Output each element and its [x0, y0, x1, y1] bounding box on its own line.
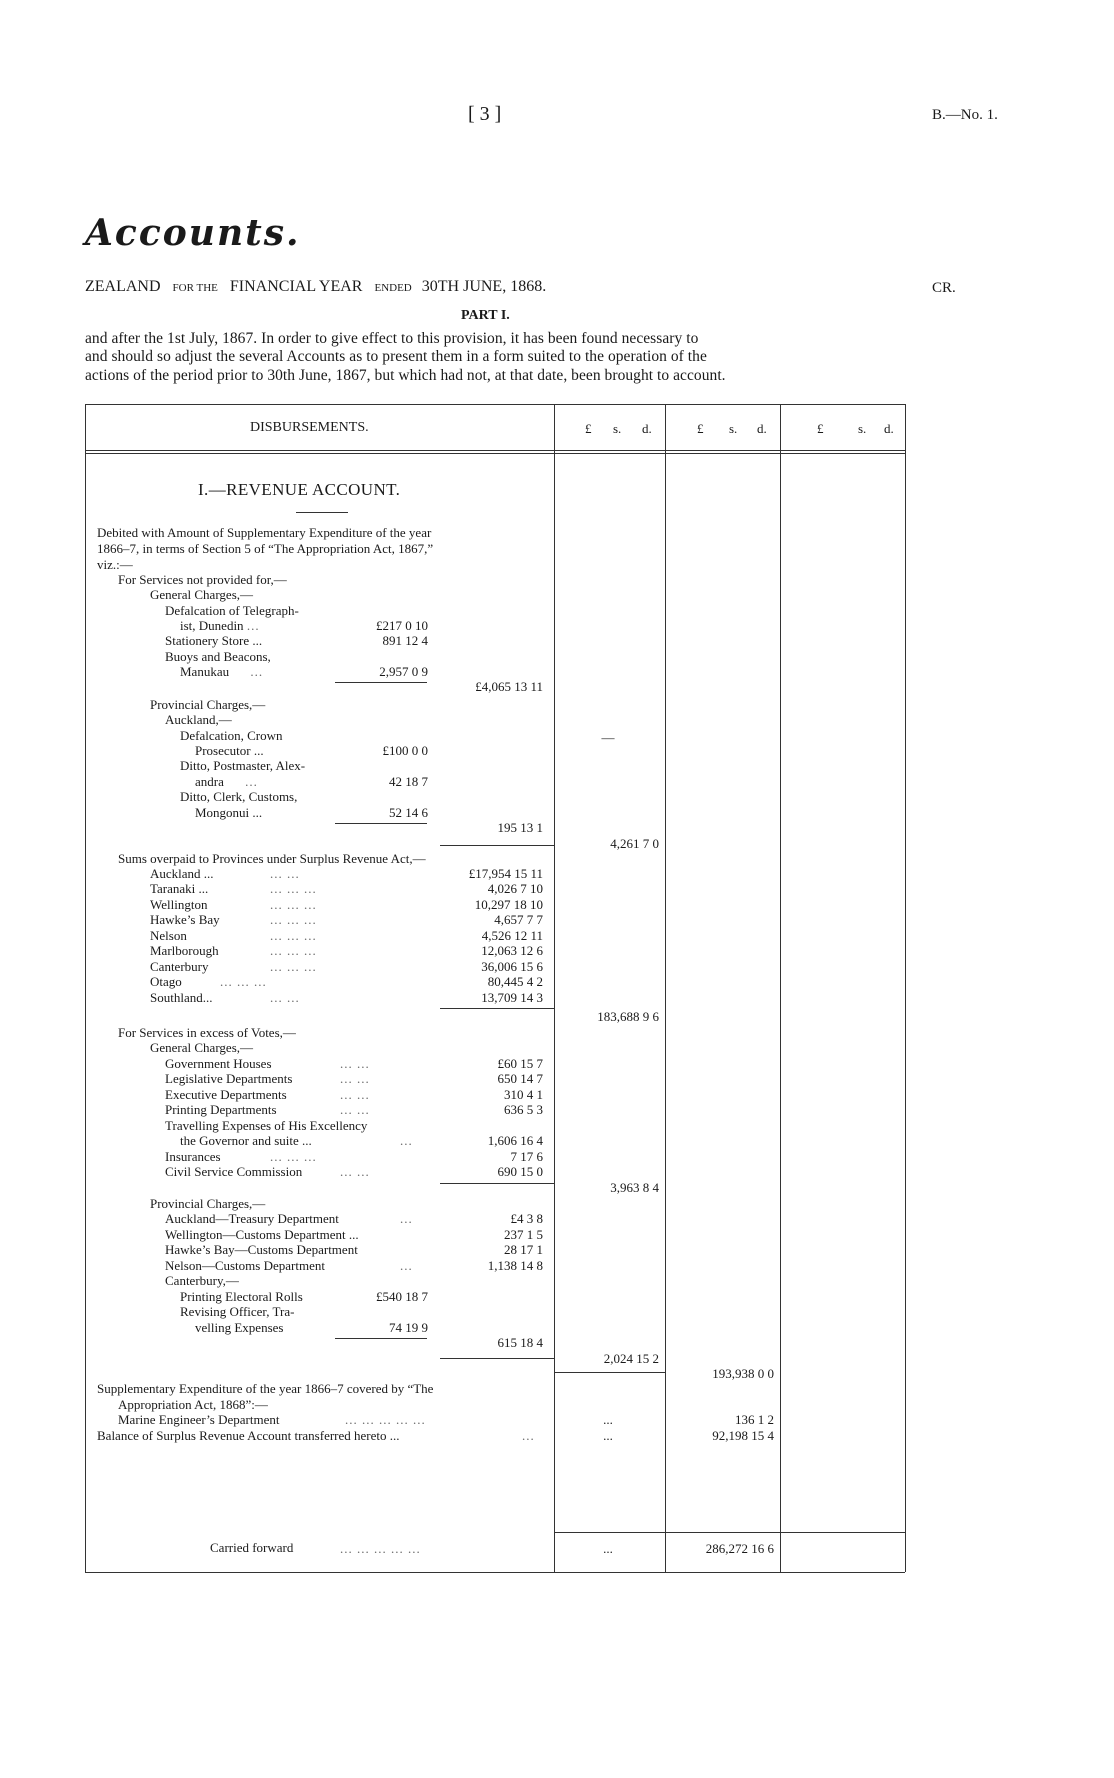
list-item-value: 690 15 0 — [497, 1164, 543, 1179]
list-item-value: 92,198 15 4 — [712, 1428, 774, 1443]
carried-forward-label: Carried forward — [210, 1540, 294, 1555]
pence-header: d. — [757, 421, 767, 436]
column-rule — [440, 845, 554, 846]
list-item-value: 36,006 15 6 — [481, 959, 543, 974]
leader-dots: ... ... ... ... ... — [340, 1541, 421, 1556]
item-value: £217 0 10 — [376, 618, 428, 633]
leader-dots: ... — [400, 1211, 413, 1226]
list-item-label: Hawke’s Bay—Customs Department — [165, 1242, 358, 1257]
list-item-label: Balance of Surplus Revenue Account transferred hereto ... — [97, 1428, 400, 1443]
item-label: Ditto, Postmaster, Alex- — [180, 758, 306, 773]
leader-dots: ... ... — [270, 990, 300, 1005]
leader-dots: ... — [400, 1258, 413, 1273]
list-item-value: £17,954 15 11 — [468, 866, 543, 881]
list-item-value: 636 5 3 — [504, 1102, 543, 1117]
subtotal-value: 615 18 4 — [497, 1335, 543, 1350]
list-item-label: Hawke’s Bay — [150, 912, 220, 927]
item-label: Defalcation, Crown — [180, 728, 283, 743]
item-value: 52 14 6 — [389, 805, 428, 820]
supplementary-line: Supplementary Expenditure of the year 1866–7 covered by “The — [97, 1381, 434, 1396]
intro-line: actions of the period prior to 30th June, 1867, but which had not, at that date, been brought to account. — [85, 367, 726, 384]
column-total: 2,024 15 2 — [603, 1351, 659, 1366]
subtotal-value: 195 13 1 — [497, 820, 543, 835]
subtotal-rule — [335, 682, 427, 683]
item-label: Prosecutor ... — [195, 743, 264, 758]
subtotal-rule — [335, 823, 427, 824]
list-item-value: 136 1 2 — [735, 1412, 774, 1427]
leader-dots: ... ... ... — [270, 912, 317, 927]
subheading: Sums overpaid to Provinces under Surplus Revenue Act,— — [118, 851, 426, 866]
list-item-label: Nelson—Customs Department — [165, 1258, 325, 1273]
column-total: 3,963 8 4 — [610, 1180, 659, 1195]
list-item-label: Taranaki ... — [150, 881, 209, 896]
item-label: velling Expenses — [195, 1320, 284, 1335]
list-item-label: the Governor and suite ... — [180, 1133, 312, 1148]
pound-header: £ — [697, 421, 704, 436]
subtotal-rule — [335, 1338, 427, 1339]
leader-dots: ... ... ... — [270, 881, 317, 896]
item-label: Mongonui ... — [195, 805, 263, 820]
item-label: Ditto, Clerk, Customs, — [180, 789, 298, 804]
list-item-label: Southland... — [150, 990, 213, 1005]
carried-rule — [554, 1532, 905, 1533]
intro-line: and should so adjust the several Accounts as to present them in a form suited to the operation of the — [85, 348, 707, 365]
list-item-label: Marlborough — [150, 943, 219, 958]
leader-dots: ... ... ... — [270, 959, 317, 974]
list-item-label: Canterbury — [150, 959, 209, 974]
subheading: General Charges,— — [150, 587, 254, 602]
section-rule — [296, 512, 348, 513]
item-label: Defalcation of Telegraph- — [165, 603, 299, 618]
list-item-label: Travelling Expenses of His Excellency — [165, 1118, 368, 1133]
leader-dots: ... — [400, 1133, 413, 1148]
list-item-label: Government Houses — [165, 1056, 272, 1071]
item-value: 891 12 4 — [382, 633, 428, 648]
list-item-label: Marine Engineer’s Department — [118, 1412, 280, 1427]
pound-header: £ — [817, 421, 824, 436]
list-item-value: 13,709 14 3 — [481, 990, 543, 1005]
table-right-border — [905, 404, 906, 1572]
ellipsis: ... — [603, 1412, 613, 1427]
debited-line: viz.:— — [97, 557, 133, 572]
leader-dots: ... ... — [340, 1087, 370, 1102]
item-label: ist, Dunedin ... — [180, 618, 260, 633]
shillings-header: s. — [858, 421, 867, 436]
table-left-border — [85, 404, 86, 1572]
item-value: 42 18 7 — [389, 774, 428, 789]
leader-dots: ... ... ... — [270, 928, 317, 943]
column-rule — [440, 1358, 554, 1359]
shillings-header: s. — [729, 421, 738, 436]
leader-dots: ... ... — [340, 1071, 370, 1086]
page-number: [ 3 ] — [468, 103, 502, 125]
leader-dots: ... ... ... — [270, 897, 317, 912]
column-rule — [440, 1008, 554, 1009]
subheading: For Services not provided for,— — [118, 572, 287, 587]
leader-dots: ... ... — [340, 1164, 370, 1179]
item-value: 2,957 0 9 — [379, 664, 428, 679]
document-reference: B.—No. 1. — [932, 107, 998, 123]
list-item-label: Otago — [150, 974, 182, 989]
list-item-label: Printing Departments — [165, 1102, 277, 1117]
dash-mark: — — [601, 730, 615, 745]
subheading: General Charges,— — [150, 1040, 254, 1055]
list-item-value: 4,526 12 11 — [481, 928, 543, 943]
leader-dots: ... ... ... — [220, 974, 267, 989]
section-title: I.—REVENUE ACCOUNT. — [198, 480, 401, 499]
list-item-label: Nelson — [150, 928, 187, 943]
list-item-value: 12,063 12 6 — [481, 943, 543, 958]
item-label: Revising Officer, Tra- — [180, 1304, 295, 1319]
subtotal-value: £4,065 13 11 — [475, 679, 543, 694]
heading-line: ZEALAND FOR THE FINANCIAL YEAR ENDED 30TH JUNE, 1868. — [85, 278, 547, 295]
subheading: Provincial Charges,— — [150, 697, 266, 712]
table-bottom-rule — [85, 1572, 905, 1573]
item-label: Buoys and Beacons, — [165, 649, 271, 664]
list-item-value: 7 17 6 — [510, 1149, 543, 1164]
leader-dots: ... ... ... — [270, 1149, 317, 1164]
column-divider — [665, 404, 666, 1572]
shillings-header: s. — [613, 421, 622, 436]
list-item-label: Executive Departments — [165, 1087, 287, 1102]
list-item-value: 1,606 16 4 — [487, 1133, 543, 1148]
column-rule — [440, 1183, 554, 1184]
list-item-label: Insurances — [165, 1149, 221, 1164]
leader-dots: ... ... ... — [270, 943, 317, 958]
list-item-value: 4,657 7 7 — [494, 912, 543, 927]
header-rule-2 — [85, 453, 905, 454]
item-value: 74 19 9 — [389, 1320, 428, 1335]
ellipsis: ... — [603, 1428, 613, 1443]
carried-forward-value: 286,272 16 6 — [705, 1541, 774, 1556]
list-item-label: Wellington — [150, 897, 208, 912]
item-value: £100 0 0 — [382, 743, 428, 758]
leader-dots: ... — [522, 1428, 535, 1443]
column-total: 4,261 7 0 — [610, 836, 659, 851]
leader-dots: ... ... — [340, 1102, 370, 1117]
subheading: Canterbury,— — [165, 1273, 239, 1288]
part-title: PART I. — [461, 308, 510, 323]
list-item-label: Auckland ... — [150, 866, 214, 881]
column-rule — [554, 1372, 665, 1373]
list-item-value: 80,445 4 2 — [487, 974, 543, 989]
item-value: £540 18 7 — [376, 1289, 428, 1304]
column-divider — [554, 404, 555, 1572]
pence-header: d. — [884, 421, 894, 436]
leader-dots: ... ... ... ... ... — [345, 1412, 426, 1427]
list-item-value: 650 14 7 — [497, 1071, 543, 1086]
leader-dots: ... ... — [340, 1056, 370, 1071]
list-item-label: Civil Service Commission — [165, 1164, 303, 1179]
list-item-value: 237 1 5 — [504, 1227, 543, 1242]
page-title: Accounts. — [85, 212, 301, 254]
list-item-value: 1,138 14 8 — [487, 1258, 543, 1273]
subheading: Provincial Charges,— — [150, 1196, 266, 1211]
list-item-label: Legislative Departments — [165, 1071, 293, 1086]
list-item-value: 310 4 1 — [504, 1087, 543, 1102]
intro-line: and after the 1st July, 1867. In order to give effect to this provision, it has been found necessary to — [85, 330, 699, 347]
list-item-value: £60 15 7 — [497, 1056, 543, 1071]
item-label: Stationery Store ... — [165, 633, 263, 648]
column-total: 183,688 9 6 — [597, 1009, 659, 1024]
table-top-rule — [85, 404, 905, 405]
column-divider — [780, 404, 781, 1572]
item-label: Printing Electoral Rolls — [180, 1289, 303, 1304]
supplementary-line: Appropriation Act, 1868”:— — [118, 1397, 268, 1412]
pound-header: £ — [585, 421, 592, 436]
list-item-value: 28 17 1 — [504, 1242, 543, 1257]
disbursements-header: DISBURSEMENTS. — [250, 420, 369, 435]
debited-line: 1866–7, in terms of Section 5 of “The Appropriation Act, 1867,” — [97, 541, 434, 556]
subheading: For Services in excess of Votes,— — [118, 1025, 296, 1040]
list-item-label: Wellington—Customs Department ... — [165, 1227, 359, 1242]
subheading: Auckland,— — [165, 712, 232, 727]
item-label: Manukau ... — [180, 664, 264, 679]
pence-header: d. — [642, 421, 652, 436]
list-item-value: £4 3 8 — [510, 1211, 543, 1226]
ellipsis: ... — [603, 1541, 613, 1556]
debited-line: Debited with Amount of Supplementary Expenditure of the year — [97, 525, 432, 540]
list-item-value: 4,026 7 10 — [487, 881, 543, 896]
grand-subtotal: 193,938 0 0 — [712, 1366, 774, 1381]
header-rule — [85, 450, 905, 451]
list-item-value: 10,297 18 10 — [474, 897, 543, 912]
leader-dots: ... ... — [270, 866, 300, 881]
credit-label: CR. — [932, 280, 956, 296]
list-item-label: Auckland—Treasury Department — [165, 1211, 339, 1226]
item-label: andra ... — [195, 774, 258, 789]
